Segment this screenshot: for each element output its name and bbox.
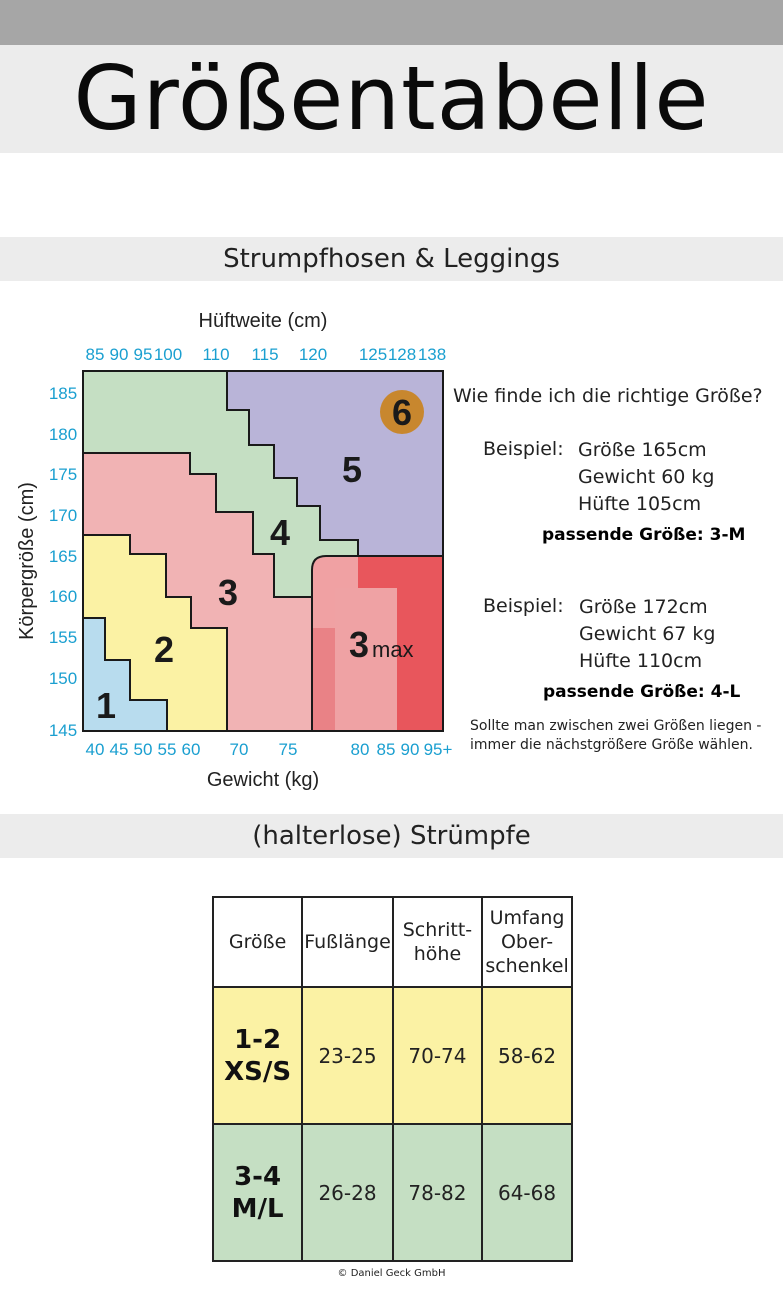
bottom-tick-label: 75: [278, 740, 298, 759]
example-1-height: Größe 165cm: [578, 439, 707, 461]
top-tick-label: 125: [358, 345, 388, 364]
header-foot-length: Fußlänge: [302, 897, 393, 987]
row-2-crotch-height: 78-82: [393, 1124, 482, 1261]
left-tick-label: 155: [48, 628, 78, 647]
left-tick-label: 180: [48, 425, 78, 444]
row-1-thigh: 58-62: [482, 987, 572, 1124]
example-2-weight: Gewicht 67 kg: [579, 623, 716, 645]
row-1-size: 1-2 XS/S: [213, 987, 302, 1124]
top-axis-title: Hüftweite (cm): [198, 310, 328, 332]
left-tick-label: 170: [48, 506, 78, 525]
example-2-hip: Hüfte 110cm: [579, 650, 703, 672]
top-tick-label: 90: [109, 345, 129, 364]
row-2-size: 3-4 M/L: [213, 1124, 302, 1261]
bottom-tick-label: 55: [157, 740, 177, 759]
page-title: Größentabelle: [73, 47, 710, 150]
example-1-result: passende Größe: 3-M: [542, 525, 746, 545]
bottom-tick-label: 45: [109, 740, 129, 759]
header-size: Größe: [213, 897, 302, 987]
guide-note-line-1: Sollte man zwischen zwei Größen liegen -: [470, 718, 762, 734]
guide-note-line-2: immer die nächstgrößere Größe wählen.: [470, 737, 753, 753]
bottom-tick-label: 90: [400, 740, 420, 759]
header-crotch-height: Schritt- höhe: [393, 897, 482, 987]
example-2-result: passende Größe: 4-L: [543, 682, 741, 702]
top-tick-label: 100: [153, 345, 183, 364]
top-tick-label: 128: [387, 345, 417, 364]
left-tick-label: 185: [48, 384, 78, 403]
top-bar: [0, 0, 783, 45]
table-row: [213, 987, 572, 1124]
row-1-foot-length: 23-25: [302, 987, 393, 1124]
bottom-tick-label: 70: [229, 740, 249, 759]
copyright: © Daniel Geck GmbH: [337, 1268, 446, 1279]
top-tick-label: 110: [202, 345, 230, 364]
row-2-foot-length: 26-28: [302, 1124, 393, 1261]
example-1-hip: Hüfte 105cm: [578, 493, 702, 515]
zone-4-label: 4: [269, 512, 291, 553]
bottom-tick-label: 85: [376, 740, 396, 759]
example-1-label: Beispiel:: [483, 438, 564, 460]
left-axis-title: Körpergröße (cm): [16, 482, 38, 640]
table-row: [213, 1124, 572, 1261]
bottom-tick-label: 50: [133, 740, 153, 759]
example-2-label: Beispiel:: [483, 595, 564, 617]
stockings-size-table: [212, 896, 573, 1262]
size-guide: [0, 380, 783, 780]
zone-6-label: 6: [391, 392, 413, 433]
bottom-tick-label: 60: [181, 740, 201, 759]
zone-5-label: 5: [341, 449, 363, 490]
stockings-section-header: (halterlose) Strümpfe: [0, 814, 783, 858]
zone-2-label: 2: [153, 629, 175, 670]
zone-1-label: 1: [95, 685, 117, 726]
zone-3-label: 3: [217, 572, 239, 613]
bottom-tick-label: 95+: [423, 740, 453, 759]
bottom-axis-title: Gewicht (kg): [206, 769, 320, 791]
row-2-thigh: 64-68: [482, 1124, 572, 1261]
table-header-row: [213, 897, 572, 987]
guide-question: Wie finde ich die richtige Größe?: [453, 385, 763, 407]
left-tick-label: 145: [48, 721, 78, 740]
header-thigh-circumference: Umfang Ober- schenkel: [482, 897, 572, 987]
top-tick-label: 138: [417, 345, 447, 364]
bottom-tick-label: 40: [85, 740, 105, 759]
zone-3max-label: 3: [348, 624, 370, 665]
left-tick-label: 165: [48, 547, 78, 566]
left-tick-label: 175: [48, 465, 78, 484]
tights-section-header: Strumpfhosen & Leggings: [0, 237, 783, 281]
row-1-crotch-height: 70-74: [393, 987, 482, 1124]
example-2-height: Größe 172cm: [579, 596, 708, 618]
bottom-tick-label: 80: [350, 740, 370, 759]
title-bar: [0, 45, 783, 153]
top-tick-label: 120: [298, 345, 328, 364]
left-tick-label: 150: [48, 669, 78, 688]
top-tick-label: 85: [85, 345, 105, 364]
zone-3max-suffix: max: [372, 637, 414, 662]
top-tick-label: 95: [133, 345, 153, 364]
left-tick-label: 160: [48, 587, 78, 606]
top-tick-label: 115: [251, 345, 279, 364]
example-1-weight: Gewicht 60 kg: [578, 466, 715, 488]
